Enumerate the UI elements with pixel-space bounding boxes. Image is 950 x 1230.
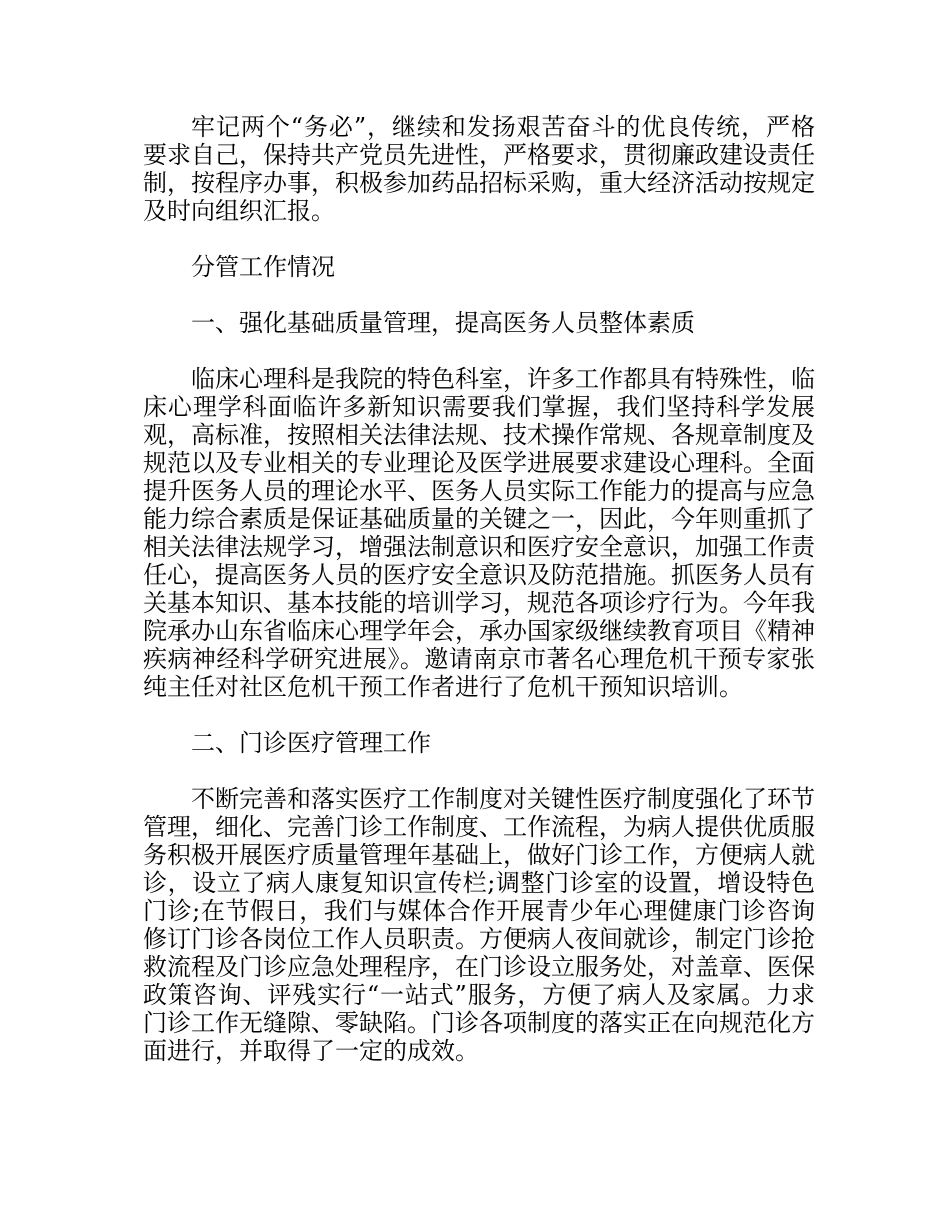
paragraph-quality-management: 临床心理科是我院的特色科室，许多工作都具有特殊性，临床心理学科面临许多新知识需要我们掌握，我们坚持科学发展观，高标准，按照相关法律法规、技术操作常规、各规章制度及规范以及专业相关的专业理论及医学进展要求建设心理科。全面提升医务人员的理论水平、医务人员实际工作能力的提高与应急能力综合素质是保证基础质量的关键之一，因此，今年则重抓了相关法律法规学习，增强法制意识和医疗安全意识，加强工作责任心，提高医务人员的医疗安全意识及防范措施。抓医务人员有关基本知识、基本技能的培训学习，规范各项诊疗行为。今年我院承办山东省临床心理学年会，承办国家级继续教育项目《精神疾病神经科学研究进展》。邀请南京市著名心理危机干预专家张纯主任对社区危机干预工作者进行了危机干预知识培训。: [143, 365, 815, 701]
section-heading-outpatient-management: 二、门诊医疗管理工作: [191, 729, 431, 757]
section-heading-quality-management: 一、强化基础质量管理，提高医务人员整体素质: [191, 309, 695, 337]
paragraph-discipline: 牢记两个“务必”，继续和发扬艰苦奋斗的优良传统，严格要求自己，保持共产党员先进性，严格要求，贯彻廉政建设责任制，按程序办事，积极参加药品招标采购，重大经济活动按规定及时向组织汇报。: [143, 113, 815, 225]
section-heading-work-overview: 分管工作情况: [191, 253, 335, 281]
document-body: [143, 113, 815, 1093]
paragraph-outpatient-management: 不断完善和落实医疗工作制度对关键性医疗制度强化了环节管理，细化、完善门诊工作制度、工作流程，为病人提供优质服务积极开展医疗质量管理年基础上，做好门诊工作，方便病人就诊，设立了病人康复知识宣传栏;调整门诊室的设置，增设特色门诊;在节假日，我们与媒体合作开展青少年心理健康门诊咨询修订门诊各岗位工作人员职责。方便病人夜间就诊，制定门诊抢救流程及门诊应急处理程序，在门诊设立服务处，对盖章、医保政策咨询、评残实行“一站式”服务，方便了病人及家属。力求门诊工作无缝隙、零缺陷。门诊各项制度的落实正在向规范化方面进行，并取得了一定的成效。: [143, 785, 815, 1065]
